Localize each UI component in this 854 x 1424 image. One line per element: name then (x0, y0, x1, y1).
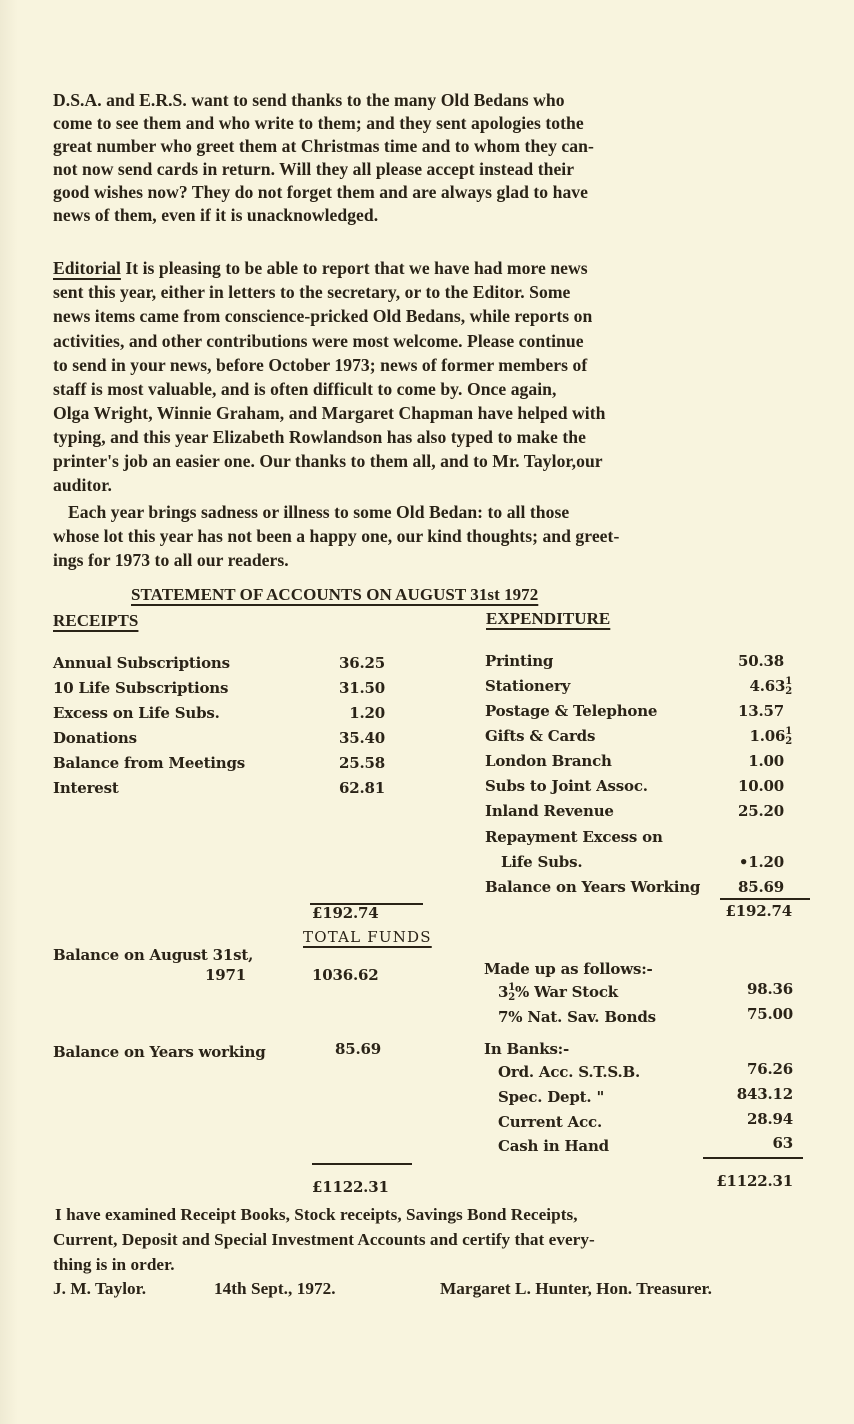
receipt-amount: 36.25 (339, 654, 385, 672)
balance-working-label: Balance on Years working (53, 1043, 266, 1061)
receipt-amount: 25.58 (339, 754, 385, 772)
audit-line: thing is in order. (53, 1255, 175, 1274)
expenditure-amount (750, 677, 793, 697)
text-line: whose lot this year has not been a happy one, our kind thoughts; and greet- (53, 526, 620, 546)
bank-amount: 76.26 (747, 1060, 793, 1078)
audit-date: 14th Sept., 1972. (214, 1279, 336, 1298)
text-line: Each year brings sadness or illness to some Old Bedan: to all those (68, 502, 570, 522)
editorial-first-line (53, 258, 588, 279)
bank-amount: 28.94 (747, 1110, 793, 1128)
expenditure-amount (738, 702, 784, 720)
banks-heading: In Banks:- (484, 1040, 570, 1058)
receipt-label: 10 Life Subscriptions (53, 679, 229, 697)
expenditure-amount (738, 652, 784, 670)
text-line: news items came from conscience-pricked Old Bedans, while reports on (53, 306, 593, 326)
expenditure-amount (738, 777, 784, 795)
text-line: typing, and this year Elizabeth Rowlandson has also typed to make the (53, 427, 586, 447)
investment-prefix: 7 (498, 1008, 509, 1026)
bank-label: Current Acc. (498, 1113, 602, 1131)
statement-title: STATEMENT OF ACCOUNTS ON AUGUST 31st 1972 (131, 585, 539, 604)
amount-value: 13.57 (738, 702, 784, 720)
bank-amount: 843.12 (736, 1085, 793, 1103)
text-line: not now send cards in return. Will they all please accept instead their (53, 159, 575, 179)
receipt-label: Balance from Meetings (53, 754, 246, 772)
half-fraction: 1 2 (785, 726, 792, 747)
expenditure-amount (750, 727, 793, 747)
expenditure-label: London Branch (485, 752, 612, 770)
expenditure-amount (748, 752, 784, 770)
investment-amount: 98.36 (747, 980, 793, 998)
expenditure-label: Balance on Years Working (485, 878, 701, 896)
auditor-name: J. M. Taylor. (53, 1279, 147, 1298)
expenditure-label: Life Subs. (501, 853, 583, 871)
investment-row (498, 1008, 656, 1026)
text-line: printer's job an easier one. Our thanks to them all, and to Mr. Taylor,our (53, 451, 603, 471)
audit-line: Current, Deposit and Special Investment Accounts and certify that every- (53, 1230, 595, 1249)
amount-value: 1.06 (749, 727, 786, 745)
text-line: come to see them and who write to them; and they sent apologies tothe (53, 113, 584, 133)
amount-value: •1.20 (738, 853, 784, 871)
amount-value: 4.63 (749, 677, 786, 695)
receipts-total: £192.74 (312, 904, 379, 922)
receipt-label: Donations (53, 729, 137, 747)
investment-prefix: 3 (498, 983, 509, 1001)
text-line: great number who greet them at Christmas time and to whom they can- (53, 136, 594, 156)
funds-left-total: £1122.31 (312, 1178, 389, 1196)
amount-value: 10.00 (738, 777, 784, 795)
text-line: ings for 1973 to all our readers. (53, 550, 289, 570)
text-line: activities, and other contributions were most welcome. Please continue (53, 331, 584, 351)
balance-august-year: 1971 (205, 966, 246, 984)
expenditure-amount (738, 802, 784, 820)
amount-value: 50.38 (738, 652, 784, 670)
amount-value: 25.20 (738, 802, 784, 820)
bank-label: Spec. Dept. " (498, 1088, 605, 1106)
investment-label: % Nat. Sav. Bonds (508, 1008, 656, 1026)
receipt-amount: 35.40 (339, 729, 385, 747)
text-line: to send in your news, before October 1973; news of former members of (53, 355, 588, 375)
made-up-heading: Made up as follows:- (484, 960, 653, 978)
investment-label: % War Stock (515, 983, 618, 1001)
amount-value: 1.00 (748, 752, 784, 770)
expenditure-label: Stationery (485, 677, 571, 695)
expenditure-amount (738, 878, 784, 896)
receipt-amount: 31.50 (339, 679, 385, 697)
balance-working-amount: 85.69 (335, 1040, 381, 1058)
expenditure-label: Repayment Excess on (485, 828, 663, 846)
text-fragment: It is pleasing to be able to report that we have had more news (120, 258, 588, 278)
receipt-amount: 1.20 (349, 704, 385, 722)
balance-august-label: Balance on August 31st, (53, 946, 254, 964)
expenditure-label: Subs to Joint Assoc. (485, 777, 648, 795)
text-line: news of them, even if it is unacknowledged. (53, 205, 379, 225)
expenditure-label: Printing (485, 652, 554, 670)
expenditure-label: Postage & Telephone (485, 702, 658, 720)
text-line: Olga Wright, Winnie Graham, and Margaret Chapman have helped with (53, 403, 606, 423)
amount-value: 85.69 (738, 878, 784, 896)
total-funds-heading: TOTAL FUNDS (303, 928, 432, 946)
text-line: D.S.A. and E.R.S. want to send thanks to the many Old Bedans who (53, 90, 565, 110)
expenditure-amount (739, 853, 784, 871)
expenditure-label: Gifts & Cards (485, 727, 596, 745)
editorial-heading: Editorial (53, 258, 121, 278)
text-line: staff is most valuable, and is often difficult to come by. Once again, (53, 379, 557, 399)
total-rule (312, 1163, 412, 1165)
page-edge-shadow (0, 0, 18, 1424)
half-fraction: 1 2 (785, 676, 792, 697)
half-fraction: 1 2 (508, 982, 516, 1003)
receipt-amount: 62.81 (339, 779, 385, 797)
receipt-label: Excess on Life Subs. (53, 704, 220, 722)
bank-label: Cash in Hand (498, 1137, 609, 1155)
funds-right-total: £1122.31 (716, 1172, 793, 1190)
text-line: sent this year, either in letters to the secretary, or to the Editor. Some (53, 282, 571, 302)
receipt-label: Annual Subscriptions (53, 654, 230, 672)
receipt-label: Interest (53, 779, 119, 797)
audit-line: I have examined Receipt Books, Stock receipts, Savings Bond Receipts, (55, 1205, 578, 1224)
treasurer-signature: Margaret L. Hunter, Hon. Treasurer. (440, 1279, 712, 1298)
expenditure-heading: EXPENDITURE (486, 609, 611, 628)
investment-row (498, 983, 618, 1003)
expenditure-total: £192.74 (725, 902, 792, 920)
expenditure-label: Inland Revenue (485, 802, 614, 820)
receipts-heading: RECEIPTS (53, 611, 139, 630)
text-line: good wishes now? They do not forget them and are always glad to have (53, 182, 588, 202)
total-rule (720, 898, 810, 900)
bank-label: Ord. Acc. S.T.S.B. (498, 1063, 641, 1081)
bank-amount: 63 (772, 1134, 793, 1152)
total-rule (703, 1157, 803, 1159)
balance-august-amount: 1036.62 (312, 966, 379, 984)
text-line: auditor. (53, 475, 112, 495)
investment-amount: 75.00 (747, 1005, 793, 1023)
